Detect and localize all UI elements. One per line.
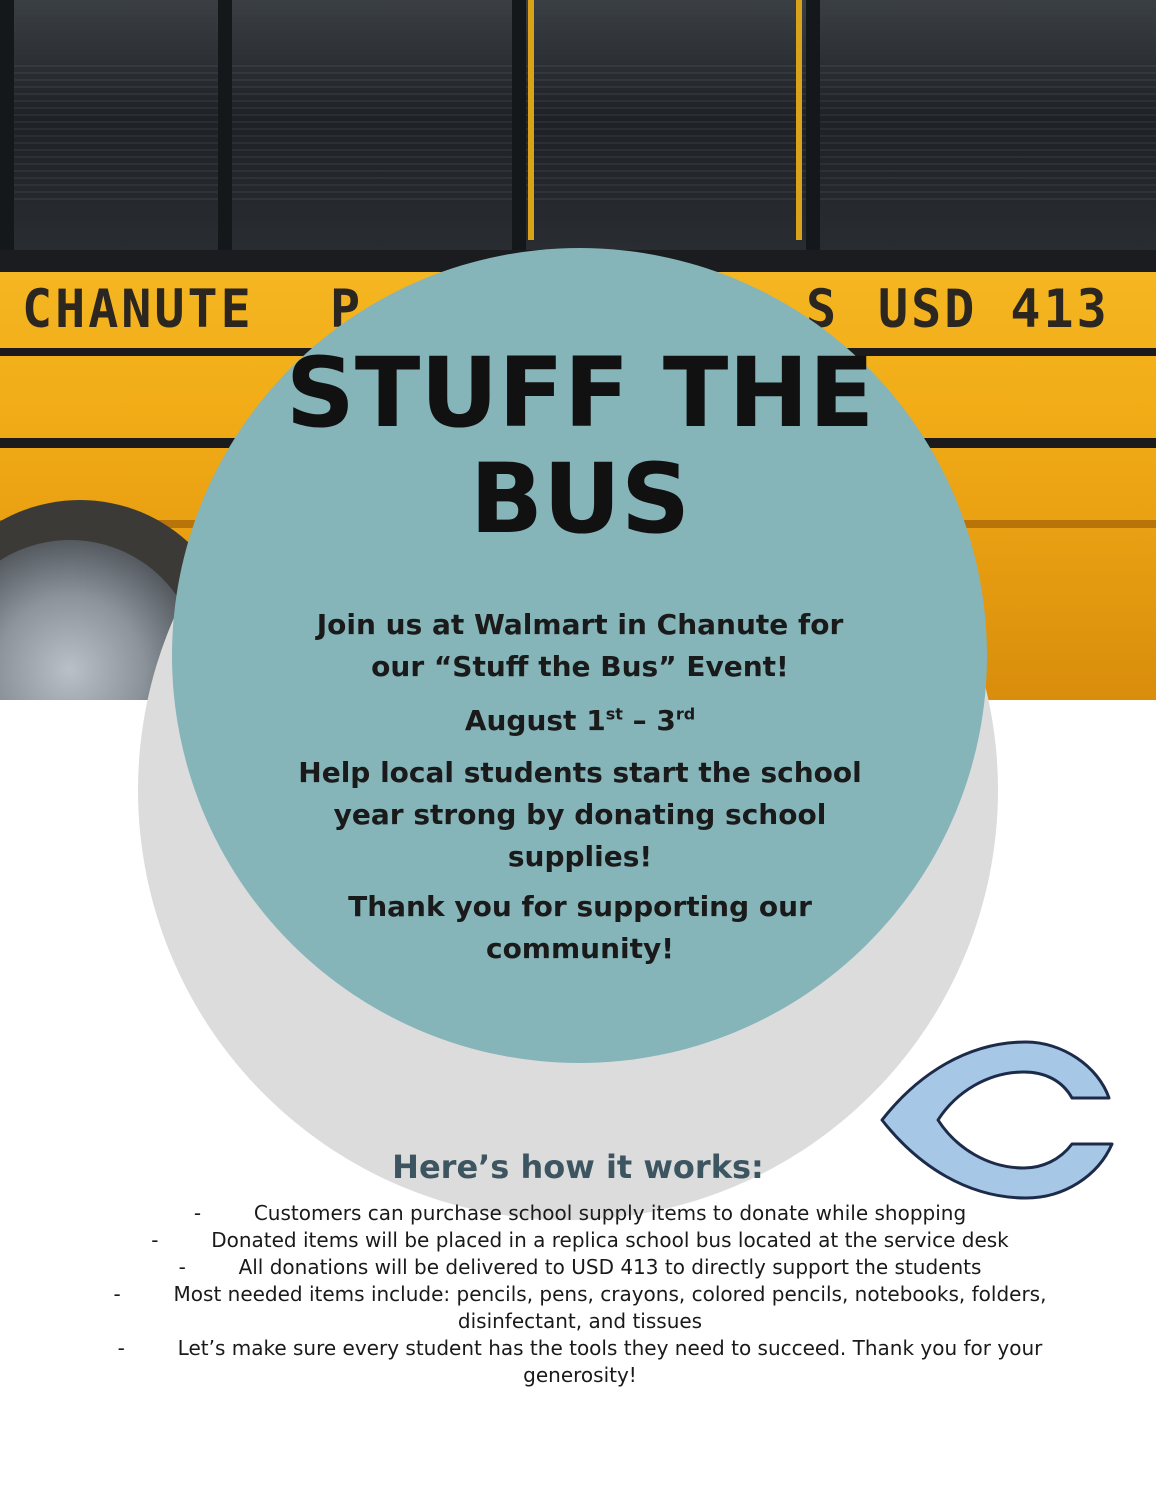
list-item-continuation: disinfectant, and tissues bbox=[457, 1309, 703, 1333]
bus-lettering-chanute: CHANUTE bbox=[22, 278, 254, 340]
title-line: BUS bbox=[469, 443, 691, 555]
invite-line: Join us at Walmart in Chanute for bbox=[316, 608, 844, 641]
bus-lettering-usd: USD 413 bbox=[878, 278, 1110, 340]
list-item: - Donated items will be placed in a replica school bus located at the service desk bbox=[151, 1228, 1009, 1252]
bus-lettering-partial: S bbox=[806, 278, 840, 340]
event-title bbox=[200, 337, 960, 555]
bus-lettering-partial: P bbox=[330, 278, 364, 340]
help-line: Help local students start the school bbox=[298, 756, 862, 789]
bus-windows bbox=[0, 0, 1156, 262]
thanks-text bbox=[260, 886, 900, 970]
help-text bbox=[260, 752, 900, 878]
invite-line: our “Stuff the Bus” Event! bbox=[371, 650, 789, 683]
event-date: August 1st – 3rd bbox=[464, 704, 696, 737]
thanks-line: community! bbox=[485, 932, 675, 965]
help-line: supplies! bbox=[507, 840, 653, 873]
invite-text bbox=[260, 604, 900, 688]
help-line: year strong by donating school bbox=[333, 798, 827, 831]
thanks-line: Thank you for supporting our bbox=[348, 890, 812, 923]
list-item: - Customers can purchase school supply items to donate while shopping bbox=[193, 1201, 967, 1225]
how-it-works-list bbox=[100, 1200, 1060, 1389]
list-item-continuation: generosity! bbox=[523, 1363, 637, 1387]
list-item: - All donations will be delivered to USD 413 to directly support the students bbox=[178, 1255, 982, 1279]
how-it-works-heading: Here’s how it works: bbox=[392, 1148, 764, 1186]
list-item: - Let’s make sure every student has the tools they need to succeed. Thank you for your bbox=[117, 1336, 1043, 1360]
list-item: - Most needed items include: pencils, pens, crayons, colored pencils, notebooks, folders, bbox=[113, 1282, 1047, 1306]
title-line: STUFF THE bbox=[285, 337, 875, 449]
